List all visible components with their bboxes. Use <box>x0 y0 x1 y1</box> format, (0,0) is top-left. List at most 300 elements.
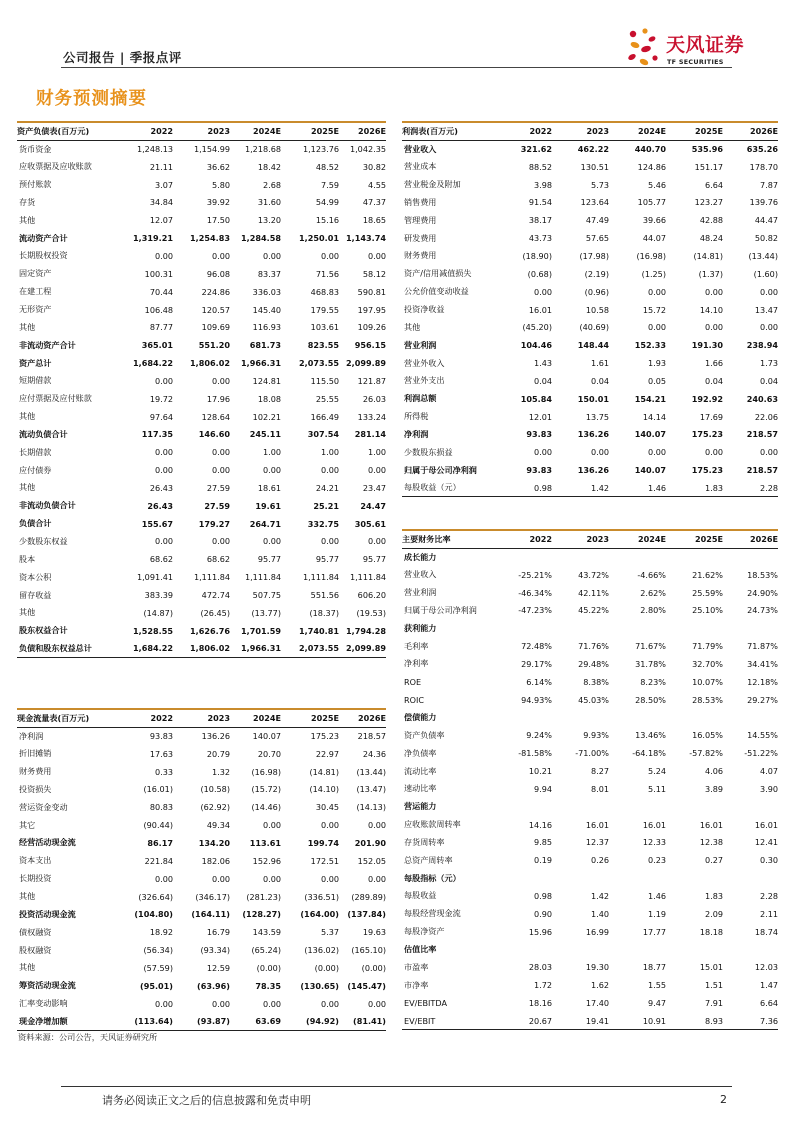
cell-value: 87.77 <box>149 322 173 333</box>
cell-value: 155.67 <box>141 518 173 529</box>
cell-value: 0.00 <box>759 286 778 297</box>
row-label: 少数股东权益 <box>19 535 68 546</box>
cell-value: 0.00 <box>320 998 339 1009</box>
cell-value: -64.18% <box>632 748 666 759</box>
table-row <box>402 994 778 1012</box>
row-label: 其他 <box>19 962 36 973</box>
row-label: 每股经营现金流 <box>404 908 461 919</box>
cell-value: 0.00 <box>262 250 281 261</box>
column-header: 2023 <box>552 530 609 548</box>
cell-value: 71.87% <box>747 641 778 652</box>
cell-value: 0.27 <box>704 855 723 866</box>
cell-value: 72.48% <box>521 641 552 652</box>
cell-value: 0.90 <box>533 908 552 919</box>
cell-value: (93.87) <box>173 1013 230 1031</box>
cell-value: 175.23 <box>310 731 339 742</box>
cell-value: 105.84 <box>520 393 552 404</box>
cell-value: 8.23% <box>640 676 666 687</box>
row-label: 获利能力 <box>404 622 437 633</box>
cell-value: (14.46) <box>251 802 281 813</box>
table-row <box>17 372 386 390</box>
cell-value: 3.89 <box>704 783 723 794</box>
cell-value: 2,073.55 <box>299 358 339 369</box>
cell-value: 7.91 <box>704 998 723 1009</box>
cell-value: (164.11) <box>191 909 230 920</box>
table-row <box>17 479 386 497</box>
cell-value: 0.00 <box>211 998 230 1009</box>
cell-value: 102.21 <box>252 411 281 422</box>
cell-value: 0.00 <box>367 250 386 261</box>
row-label: 非流动负债合计 <box>19 500 76 511</box>
cell-value: 136.26 <box>577 465 609 476</box>
cell-value <box>609 941 666 959</box>
cell-value: (16.98) <box>251 766 281 777</box>
cell-value: (13.77) <box>251 607 281 618</box>
table-row <box>17 301 386 319</box>
table-row <box>17 515 386 533</box>
cell-value: 332.75 <box>307 518 339 529</box>
cell-value: 0.30 <box>759 855 778 866</box>
cell-value: (289.89) <box>351 891 386 902</box>
cell-value: 1.40 <box>590 908 609 919</box>
row-label: 负债和股东权益总计 <box>17 640 126 658</box>
cell-value: -47.23% <box>518 605 552 616</box>
cell-value: 17.63 <box>149 748 173 759</box>
row-label: 市盈率 <box>404 961 429 972</box>
cell-value: 121.87 <box>357 375 386 386</box>
cell-value: 16.01 <box>528 304 552 315</box>
cell-value: (63.96) <box>197 980 230 991</box>
cell-value: 25.21 <box>313 500 339 511</box>
cell-value: 36.62 <box>206 161 230 172</box>
table-row <box>17 923 386 941</box>
cell-value: 130.51 <box>580 161 609 172</box>
cell-value: 197.95 <box>357 304 386 315</box>
row-label: 其他 <box>19 321 36 332</box>
table-row <box>402 140 778 158</box>
row-label: ROIC <box>404 694 425 705</box>
table-row <box>17 247 386 265</box>
table-row <box>17 852 386 870</box>
cell-value: (56.34) <box>143 945 173 956</box>
table-row <box>402 780 778 798</box>
cell-value: (1.60) <box>753 268 778 279</box>
cell-value: 106.48 <box>144 304 173 315</box>
table-row <box>402 408 778 426</box>
cell-value: 1.47 <box>759 980 778 991</box>
cell-value: 24.36 <box>362 748 386 759</box>
balance-sheet-table <box>17 121 386 658</box>
cell-value: 28.50% <box>635 694 666 705</box>
cell-value: 199.74 <box>307 837 339 848</box>
table-row <box>402 318 778 336</box>
row-label: 其它 <box>19 819 36 830</box>
row-label: 负债合计 <box>19 518 52 529</box>
cell-value: (336.51) <box>304 891 339 902</box>
cell-value: 83.37 <box>257 268 281 279</box>
table-row <box>17 408 386 426</box>
cell-value: 43.73 <box>528 233 552 244</box>
page-title: 财务预测摘要 <box>36 89 147 109</box>
cell-value: 2.28 <box>723 479 778 497</box>
cell-value: 1.42 <box>552 479 609 497</box>
cell-value: 1.00 <box>320 447 339 458</box>
cell-value: -57.82% <box>689 748 723 759</box>
cell-value: (0.00) <box>314 962 339 973</box>
cell-value: (0.96) <box>584 286 609 297</box>
cell-value: 140.07 <box>252 731 281 742</box>
cell-value: 6.64 <box>704 179 723 190</box>
cell-value: 2,073.55 <box>281 640 339 658</box>
row-label: 财务费用 <box>404 250 437 261</box>
cell-value: 0.00 <box>367 465 386 476</box>
cell-value: 179.55 <box>310 304 339 315</box>
cell-value: 0.00 <box>211 465 230 476</box>
cell-value: (94.92) <box>281 1013 339 1031</box>
table-row <box>402 726 778 744</box>
row-label: 营业利润 <box>404 339 437 350</box>
cell-value: 1,284.58 <box>241 233 281 244</box>
cell-value: 0.00 <box>759 447 778 458</box>
row-label: 其他 <box>19 214 36 225</box>
cell-value: (14.81) <box>693 250 723 261</box>
row-label: 汇率变动影响 <box>19 998 68 1009</box>
cell-value: -46.34% <box>518 587 552 598</box>
row-label: 长期借款 <box>19 446 52 457</box>
cell-value: 18.61 <box>257 482 281 493</box>
cell-value: -25.21% <box>518 569 552 580</box>
cell-value: 26.43 <box>149 482 173 493</box>
cell-value: (13.47) <box>356 784 386 795</box>
cell-value: 29.48% <box>578 658 609 669</box>
table-row <box>17 533 386 551</box>
cell-value: 54.99 <box>315 197 339 208</box>
cell-value: 105.77 <box>637 197 666 208</box>
cell-value: -4.66% <box>637 569 666 580</box>
cell-value <box>609 709 666 727</box>
cell-value: (93.34) <box>200 945 230 956</box>
cell-value: 383.39 <box>144 590 173 601</box>
cell-value: 1,154.99 <box>193 144 230 155</box>
cell-value: 1,806.02 <box>173 640 230 658</box>
cell-value: 17.77 <box>642 926 666 937</box>
row-label: EV/EBIT <box>402 1012 505 1030</box>
cell-value: 264.71 <box>249 518 281 529</box>
cell-value: 7.87 <box>759 179 778 190</box>
cell-value: 12.59 <box>206 962 230 973</box>
cell-value: 120.57 <box>201 304 230 315</box>
cell-value: 0.33 <box>154 766 173 777</box>
cell-value: 0.00 <box>367 998 386 1009</box>
cell-value: 218.57 <box>357 731 386 742</box>
row-label: 应收账款周转率 <box>404 819 461 830</box>
cell-value: 1,143.74 <box>346 233 386 244</box>
cell-value: 27.59 <box>206 482 230 493</box>
footer-divider <box>61 1086 732 1087</box>
row-label: 经营活动现金流 <box>19 837 76 848</box>
cell-value: 18.77 <box>642 962 666 973</box>
cell-value: 45.03% <box>578 694 609 705</box>
table-row <box>402 923 778 941</box>
cell-value: (2.19) <box>584 268 609 279</box>
cell-value: 12.33 <box>642 837 666 848</box>
cell-value: 635.26 <box>746 144 778 155</box>
column-header: 2023 <box>173 122 230 140</box>
cell-value: 93.83 <box>526 465 552 476</box>
cell-value: 507.75 <box>252 590 281 601</box>
cell-value: 34.41% <box>747 658 778 669</box>
cell-value: 15.72 <box>642 304 666 315</box>
cell-value: 19.61 <box>255 500 281 511</box>
cell-value: 21.11 <box>149 161 173 172</box>
cell-value: 0.05 <box>647 375 666 386</box>
table-row <box>17 995 386 1013</box>
cell-value <box>609 798 666 816</box>
cell-value: -81.58% <box>518 748 552 759</box>
cell-value: 10.58 <box>585 304 609 315</box>
cell-value: 1.00 <box>367 447 386 458</box>
income-statement-table <box>402 121 778 497</box>
table-row <box>402 548 778 566</box>
cell-value: 1.72 <box>533 980 552 991</box>
cell-value: 1.42 <box>590 890 609 901</box>
table-header-row <box>402 530 778 548</box>
cell-value: 151.17 <box>694 161 723 172</box>
cell-value: 113.61 <box>249 837 281 848</box>
row-label: 固定资产 <box>19 268 52 279</box>
cell-value: (13.44) <box>748 250 778 261</box>
cell-value: 123.64 <box>580 197 609 208</box>
cell-value: (164.00) <box>300 909 339 920</box>
table-row <box>17 959 386 977</box>
cell-value: 178.70 <box>749 161 778 172</box>
row-label: 每股净资产 <box>404 926 445 937</box>
table-row <box>402 372 778 390</box>
cell-value: (1.37) <box>698 268 723 279</box>
cell-value: 13.75 <box>585 411 609 422</box>
cell-value: 0.00 <box>154 465 173 476</box>
cell-value: 103.61 <box>310 322 339 333</box>
cell-value: 472.74 <box>201 590 230 601</box>
cell-value: 2.09 <box>704 908 723 919</box>
table-row <box>17 905 386 923</box>
table-row <box>402 976 778 994</box>
cell-value: (10.58) <box>200 784 230 795</box>
row-label: 其他 <box>19 482 36 493</box>
cell-value: 93.83 <box>149 731 173 742</box>
row-label: 营业收入 <box>404 569 437 580</box>
table-header-row <box>17 122 386 140</box>
cell-value: 321.62 <box>520 144 552 155</box>
table-row <box>402 887 778 905</box>
cell-value: 956.15 <box>354 340 386 351</box>
column-header: 利润表(百万元) <box>402 122 505 140</box>
table-row <box>402 709 778 727</box>
cell-value: (13.44) <box>356 766 386 777</box>
table-row <box>17 461 386 479</box>
cell-value: (0.68) <box>527 268 552 279</box>
cell-value: 109.26 <box>357 322 386 333</box>
cell-value: 24.21 <box>315 482 339 493</box>
row-label: 净利润 <box>19 730 44 741</box>
row-label: 公允价值变动收益 <box>404 286 469 297</box>
cell-value: 0.00 <box>647 286 666 297</box>
cell-value: 24.90% <box>747 587 778 598</box>
row-label: 归属于母公司净利润 <box>404 464 477 475</box>
cell-value: 16.99 <box>585 926 609 937</box>
cell-value: 96.08 <box>206 268 230 279</box>
cell-value: 18.18 <box>699 926 723 937</box>
cell-value: 16.01 <box>699 819 723 830</box>
row-label: 资产/信用减值损失 <box>404 268 472 279</box>
cell-value: 305.61 <box>354 518 386 529</box>
cell-value: 0.00 <box>262 873 281 884</box>
cell-value: 1.46 <box>647 890 666 901</box>
cell-value: 0.00 <box>320 820 339 831</box>
row-label: 应付债券 <box>19 464 52 475</box>
cell-value: 0.00 <box>320 465 339 476</box>
table-row <box>17 586 386 604</box>
cell-value: 39.66 <box>642 215 666 226</box>
row-label: 营业外支出 <box>404 375 445 386</box>
footer-disclaimer: 请务必阅读正文之后的信息披露和免责申明 <box>102 1094 311 1107</box>
cell-value: 23.47 <box>362 482 386 493</box>
cell-value: 12.41 <box>754 837 778 848</box>
cell-value: 71.56 <box>315 268 339 279</box>
cell-value: 4.55 <box>367 179 386 190</box>
column-header: 主要财务比率 <box>402 530 505 548</box>
cell-value: 13.20 <box>257 215 281 226</box>
row-label: 少数股东损益 <box>404 446 453 457</box>
cell-value: 0.04 <box>533 375 552 386</box>
table-row <box>17 781 386 799</box>
cell-value: 116.93 <box>252 322 281 333</box>
row-label: 留存收益 <box>19 589 52 600</box>
cell-value: 28.53% <box>692 694 723 705</box>
row-label: 非流动资产合计 <box>19 339 76 350</box>
cell-value: 12.01 <box>528 411 552 422</box>
cell-value: 18.53% <box>747 569 778 580</box>
cell-value: 1,042.35 <box>349 144 386 155</box>
cell-value: 9.93% <box>583 730 609 741</box>
cell-value: 0.00 <box>367 536 386 547</box>
cell-value: 191.30 <box>691 340 723 351</box>
table-row <box>402 905 778 923</box>
cell-value: 86.17 <box>147 837 173 848</box>
column-header: 2026E <box>723 530 778 548</box>
cell-value: 18.74 <box>754 926 778 937</box>
cell-value: (0.00) <box>256 962 281 973</box>
cell-value: 14.14 <box>642 411 666 422</box>
cell-value: 136.26 <box>201 731 230 742</box>
table-row <box>402 941 778 959</box>
table-header-row <box>402 122 778 140</box>
row-label: 长期投资 <box>19 873 52 884</box>
cell-value: 28.03 <box>528 962 552 973</box>
cell-value: 34.84 <box>149 197 173 208</box>
cell-value: 1,111.84 <box>302 572 339 583</box>
cell-value: 20.67 <box>505 1012 552 1030</box>
cell-value: (136.02) <box>304 945 339 956</box>
row-label: 毛利率 <box>404 640 429 651</box>
cell-value: 0.00 <box>759 322 778 333</box>
cell-value: 2.62% <box>640 587 666 598</box>
row-label: 研发费用 <box>404 232 437 243</box>
cell-value: 2.28 <box>759 890 778 901</box>
cell-value: 109.69 <box>201 322 230 333</box>
cell-value: 0.00 <box>154 447 173 458</box>
cell-value: 2.68 <box>262 179 281 190</box>
cell-value: 3.90 <box>759 783 778 794</box>
table-row <box>17 888 386 906</box>
cell-value: 57.65 <box>585 233 609 244</box>
cell-value: 117.35 <box>141 429 173 440</box>
cell-value: 1.55 <box>647 980 666 991</box>
cell-value <box>666 798 723 816</box>
cell-value <box>609 619 666 637</box>
cell-value: 0.00 <box>211 447 230 458</box>
cell-value: 245.11 <box>249 429 281 440</box>
cell-value: 0.00 <box>320 873 339 884</box>
table-row <box>402 834 778 852</box>
cell-value: 24.73% <box>747 605 778 616</box>
column-header: 2022 <box>505 122 552 140</box>
row-label: 股权融资 <box>19 944 52 955</box>
cell-value: 78.35 <box>255 980 281 991</box>
cell-value: 29.17% <box>521 658 552 669</box>
table-row <box>402 283 778 301</box>
table-row <box>17 870 386 888</box>
row-label: 所得税 <box>404 411 429 422</box>
cell-value: 823.55 <box>307 340 339 351</box>
table-row <box>17 727 386 745</box>
table-row <box>402 958 778 976</box>
column-header: 2025E <box>281 709 339 727</box>
cell-value: 1,111.84 <box>193 572 230 583</box>
row-label: 营业利润 <box>404 587 437 598</box>
cell-value: 224.86 <box>201 286 230 297</box>
cell-value: 1,111.84 <box>349 572 386 583</box>
brand-name-en: TF SECURITIES <box>667 58 724 66</box>
cell-value: 50.82 <box>754 233 778 244</box>
cell-value: 0.00 <box>262 820 281 831</box>
cell-value: 0.00 <box>211 375 230 386</box>
table-row <box>402 443 778 461</box>
cell-value: 0.04 <box>590 375 609 386</box>
cell-value: 0.98 <box>505 479 552 497</box>
cell-value: 15.96 <box>528 926 552 937</box>
row-label: ROE <box>404 676 422 687</box>
row-label: 流动资产合计 <box>19 232 68 243</box>
cell-value: 148.44 <box>577 340 609 351</box>
cell-value: (16.01) <box>143 784 173 795</box>
cell-value: 17.50 <box>206 215 230 226</box>
column-header: 2025E <box>666 530 723 548</box>
cell-value: (18.37) <box>309 607 339 618</box>
table-row <box>402 655 778 673</box>
cell-value: 0.00 <box>533 286 552 297</box>
cell-value: 1,701.59 <box>241 625 281 636</box>
cell-value: 94.93% <box>521 694 552 705</box>
row-label: 资本支出 <box>19 855 52 866</box>
table-row <box>402 390 778 408</box>
row-label: 成长能力 <box>404 551 437 562</box>
cell-value: (17.98) <box>579 250 609 261</box>
cell-value: 42.88 <box>699 215 723 226</box>
cell-value: (281.23) <box>246 891 281 902</box>
cell-value: (62.92) <box>200 802 230 813</box>
cell-value: 44.47 <box>754 215 778 226</box>
